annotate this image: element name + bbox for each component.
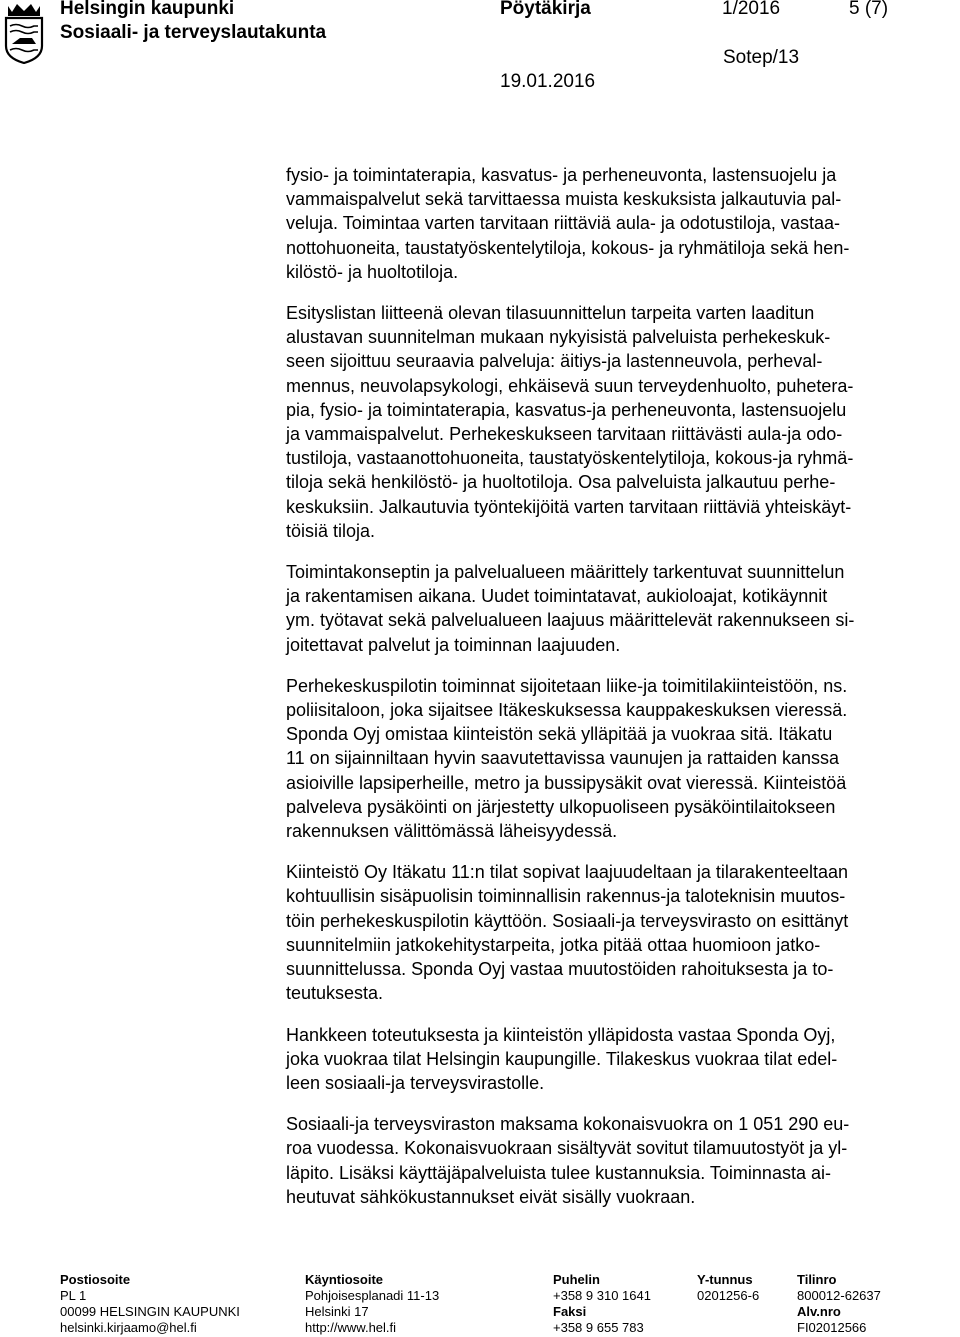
paragraph-line: rakennuksen välittömässä läheisyydessä. <box>286 821 618 842</box>
paragraph-line: teutuksesta. <box>286 983 384 1004</box>
paragraph-line: Perhekeskuspilotin toiminnat sijoitetaan liike-ja toimitilakiinteistöön, ns. <box>286 675 848 696</box>
page-number: 5 (7) <box>849 0 889 19</box>
paragraph-line: Hankkeen toteutuksesta ja kiinteistön ylläpidosta vastaa Sponda Oyj, <box>286 1024 836 1045</box>
paragraph-line: Kiinteistö Oy Itäkatu 11:n tilat sopivat laajuudeltaan ja tilarakenteeltaan <box>286 862 849 883</box>
paragraph-line: 11 on sijainniltaan hyvin saavutettavissa vaunujen ja rattaiden kanssa <box>286 748 840 769</box>
footer-website[interactable]: http://www.hel.fi <box>305 1320 397 1335</box>
paragraph-line: joka vuokraa tilat Helsingin kaupungille. Tilakeskus vuokraa tilat edel- <box>286 1048 838 1069</box>
paragraph <box>286 301 946 543</box>
paragraph-line: Toimintakonseptin ja palvelualueen määrittely tarkentuvat suunnittelun <box>286 562 845 583</box>
footer-value: Pohjoisesplanadi 11-13 <box>305 1288 440 1303</box>
org-name: Helsingin kaupunki <box>60 0 235 19</box>
paragraph-line: keskuksiin. Jalkautuvia työntekijöitä varten tarvitaan riittäviä yhteiskäyt- <box>286 496 852 517</box>
footer-value: 800012-62637 <box>797 1288 881 1303</box>
paragraph-line: pia, fysio- ja toimintaterapia, kasvatus-ja perheneuvonta, lastensuojelu <box>286 399 847 420</box>
paragraph-line: suunnitelmiin jatkokehitystarpeita, jotka pitää ottaa huomioon jatko- <box>286 934 821 955</box>
footer-postiosoite <box>60 1272 240 1336</box>
footer-value: Helsinki 17 <box>305 1304 369 1319</box>
paragraph-line: tustiloja, vastaanottohuoneita, taustatyöskentelytiloja, kokous-ja ryhmä- <box>286 448 854 469</box>
footer-label: Puhelin <box>553 1272 600 1287</box>
footer-label: Postiosoite <box>60 1272 131 1287</box>
paragraph <box>286 560 946 657</box>
section-id: Sotep/13 <box>723 47 800 68</box>
footer-label: Y-tunnus <box>697 1272 753 1287</box>
paragraph <box>286 860 946 1005</box>
paragraph-line: fysio- ja toimintaterapia, kasvatus- ja perheneuvonta, lastensuojelu ja <box>286 165 837 185</box>
helsinki-coat-of-arms-icon <box>2 2 46 64</box>
footer-label: Käyntiosoite <box>305 1272 384 1287</box>
paragraph <box>286 163 946 284</box>
paragraph-line: töisiä tiloja. <box>286 520 376 541</box>
doc-number: 1/2016 <box>722 0 781 19</box>
paragraph-line: Sosiaali-ja terveysviraston maksama kokonaisvuokra on 1 051 290 eu- <box>286 1114 850 1135</box>
footer-label: Alv.nro <box>797 1304 841 1319</box>
footer-label: Tilinro <box>797 1272 837 1287</box>
paragraph-line: ja vammaispalvelut. Perhekeskukseen tarvitaan riittävästi aula-ja odo- <box>286 424 843 445</box>
paragraph-line: leen sosiaali-ja terveysvirastolle. <box>286 1072 545 1093</box>
paragraph-line: kilöstö- ja huoltotiloja. <box>286 261 459 282</box>
paragraph-line: ja rakentamisen aikana. Uudet toimintatavat, aukioloajat, kotikäynnit <box>286 586 828 607</box>
paragraph-line: tiloja sekä henkilöstö- ja huoltotiloja. Osa palveluista jalkautuu perhe- <box>286 472 836 493</box>
footer-kayntiosoite <box>305 1272 439 1336</box>
paragraph-line: asioiville lapsiperheille, metro ja bussipysäkit ovat vieressä. Kiinteistöä <box>286 772 847 793</box>
paragraph-line: töin perhekeskuspilotin käyttöön. Sosiaali-ja terveysvirasto on esittänyt <box>286 910 849 931</box>
paragraph-line: seen sijoittuu seuraavia palveluja: äitiys-ja lastenneuvola, perheval- <box>286 351 823 372</box>
footer-ytunnus <box>697 1272 759 1304</box>
paragraph-line: heutuvat sähkökustannukset eivät sisälly vuokraan. <box>286 1186 696 1207</box>
paragraph-line: poliisitaloon, joka sijaitsee Itäkeskuksessa kauppakeskuksen vieressä. <box>286 700 848 721</box>
paragraph-line: Sponda Oyj omistaa kiinteistön sekä ylläpitää ja vuokraa sitä. Itäkatu <box>286 724 833 745</box>
footer-value: FI02012566 <box>797 1320 867 1335</box>
paragraph-line: ym. työtavat sekä palvelualueen laajuus määrittelevät rakennukseen si- <box>286 610 855 631</box>
footer-value: PL 1 <box>60 1288 87 1303</box>
doc-type: Pöytäkirja <box>500 0 591 19</box>
footer-value: 0201256-6 <box>697 1288 760 1303</box>
paragraph <box>286 674 946 843</box>
paragraph-line: palveleva pysäköinti on järjestetty ulkopuoliseen pysäköintilaitokseen <box>286 796 836 817</box>
paragraph-line: Esityslistan liitteenä olevan tilasuunnittelun tarpeita varten laaditun <box>286 303 815 324</box>
footer-email[interactable]: helsinki.kirjaamo@hel.fi <box>60 1320 197 1335</box>
footer-value: +358 9 310 1641 <box>553 1288 651 1303</box>
paragraph-line: mennus, neuvolapsykologi, ehkäisevä suun terveydenhuolto, puhetera- <box>286 375 854 396</box>
paragraph-line: suunnittelussa. Sponda Oyj vastaa muutostöiden rahoituksesta ja to- <box>286 959 834 980</box>
paragraph-line: läpito. Lisäksi käyttäjäpalveluista tulee kustannuksia. Toiminnasta ai- <box>286 1162 831 1183</box>
footer-value: +358 9 655 783 <box>553 1320 644 1335</box>
paragraph <box>286 1112 946 1209</box>
board-name: Sosiaali- ja terveyslautakunta <box>60 22 327 43</box>
footer-value: 00099 HELSINGIN KAUPUNKI <box>60 1304 240 1319</box>
body-text <box>286 163 946 1209</box>
paragraph-line: alustavan suunnitelman mukaan nykyisistä palveluista perhekeskuk- <box>286 327 831 348</box>
paragraph-line: veluja. Toimintaa varten tarvitaan riittäviä aula- ja odotustiloja, vastaa- <box>286 213 840 234</box>
paragraph-line: joitettavat palvelut ja toiminnan laajuuden. <box>286 634 621 655</box>
paragraph-line: nottohuoneita, taustatyöskentelytiloja, kokous- ja ryhmätiloja sekä hen- <box>286 237 850 258</box>
footer-label: Faksi <box>553 1304 587 1319</box>
footer-phone-fax <box>553 1272 651 1336</box>
paragraph-line: kohtuullisin sisäpuolisin toiminnallisin rakennus-ja taloteknisin muutos- <box>286 886 846 907</box>
meeting-date: 19.01.2016 <box>500 71 596 92</box>
paragraph-line: roa vuodessa. Kokonaisvuokraan sisältyvät sovitut tilamuutostyöt ja yl- <box>286 1138 848 1159</box>
paragraph <box>286 1023 946 1096</box>
paragraph-line: vammaispalvelut sekä tarvittaessa muista keskuksista jalkautuvia pal- <box>286 189 842 210</box>
footer-tilinro <box>797 1272 881 1336</box>
